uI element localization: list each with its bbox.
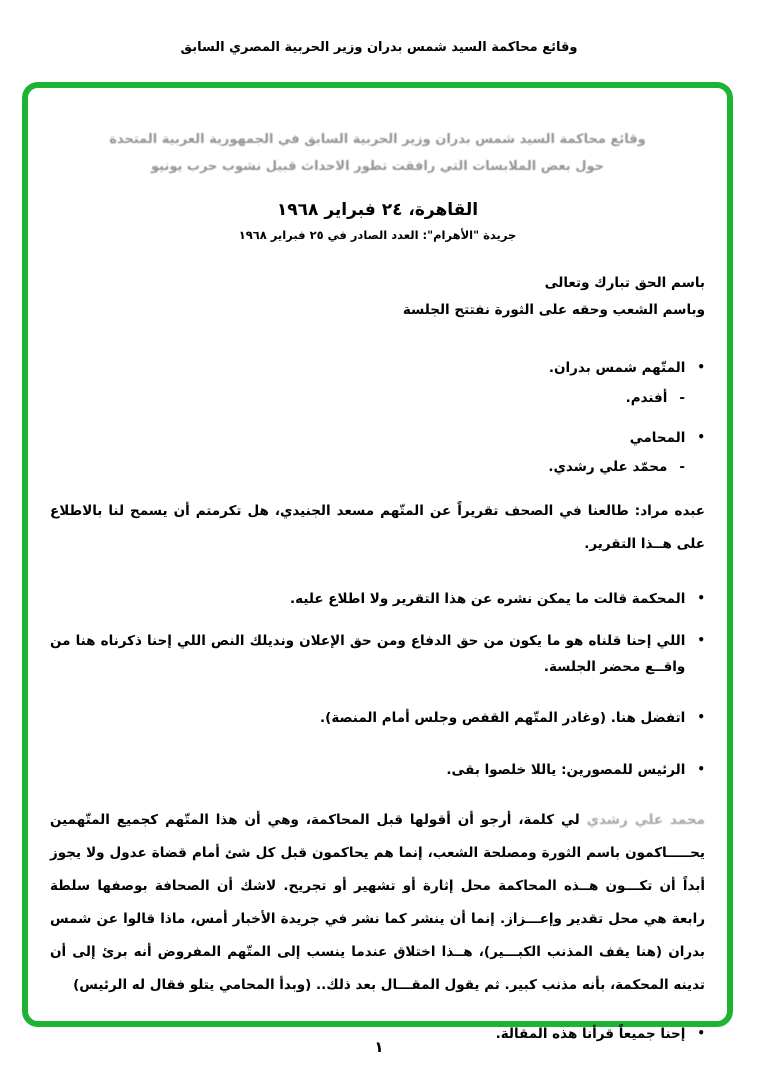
- bullet-icon: •: [697, 710, 705, 725]
- list-item-label: المتّهم شمس بدران.: [548, 360, 686, 376]
- bullet-icon: •: [697, 633, 705, 648]
- bullet-icon: •: [697, 429, 705, 444]
- lawyer-statement-text: لي كلمة، أرجو أن أقولها قبل المحاكمة، وهي أن هذا المتّهم كجميع المتّهمين يحـــــاكمون باسم الثورة ومصلحة الشعب، إنما هم يحاكمون قبل كل شئ أمام قضاة عدول ولا يجوز أبداً أن تكـــون هــذه المحاكمة محل إثارة أو تشهير أو تجريح. لاشك أن الصحافة بوصفها سلطة رابعة هي محل تقدير وإعـــزاز. إنما أن ينشر كما نشر في جريدة الأخبار أمس، ماذا قالوا عن شمس بدران (هنا يقف المذنب الكبـــير)، هــذا اختلاق عندما ينسب إلى المتّهم المفروض أنه برئ إلى أن تدينه المحكمة، بأنه مذنب كبير. ثم يقول المقـــال بعد ذلك.. (وبدأ المحامي يتلو فقال له الرئيس): [50, 811, 705, 993]
- page-title: وقائع محاكمة السيد شمس بدران وزير الحربية المصري السابق: [180, 40, 578, 55]
- faded-header-line-1: وقائع محاكمة السيد شمس بدران وزير الحربية السابق في الجمهورية العربية المتحدة: [109, 132, 646, 147]
- list-item-label: اللي إحنا قلناه هو ما يكون من حق الدفاع ومن حق الإعلان ونديلك النص اللي إحنا ذكرناه هنا من واقــع محضر الجلسة.: [50, 633, 686, 675]
- dash-icon: -: [679, 459, 685, 476]
- dateline-city-date: القاهرة، ٢٤ فبراير ١٩٦٨: [276, 200, 479, 220]
- list-item-lawyer: [50, 426, 705, 452]
- list-subitem-label: أفندم.: [625, 389, 668, 406]
- faded-speaker-name: محمد علي رشدي: [586, 811, 705, 828]
- list-item-label: المحامي: [629, 429, 686, 446]
- list-item-label: الرئيس للمصورين: ياللا خلصوا بقى.: [446, 761, 686, 778]
- bullet-icon: •: [697, 360, 705, 374]
- paragraph-abdu-murad: عبده مراد: طالعنا في الصحف تقريراً عن المتّهم مسعد الجنيدي، هل تكرمتم أن يسمح لنا بالاطلاع على هــذا التقرير.: [50, 503, 705, 553]
- dash-icon: -: [679, 389, 685, 406]
- document-frame: [22, 82, 733, 1042]
- list-item-court-statement: [50, 587, 705, 613]
- page-number: ١: [374, 1038, 384, 1056]
- list-subitem-lawyer-name: [50, 459, 705, 475]
- session-opening: [50, 270, 705, 324]
- list-item-defense-right: [50, 629, 705, 680]
- faded-header-line-2: حول بعض الملابسات التي رافقت تطور الاحداث قبيل نشوب حرب يونيو: [150, 159, 604, 174]
- dateline-source: جريدة "الأهرام": العدد الصادر في ٢٥ فبراير ١٩٦٨: [238, 228, 517, 242]
- list-item-label: إحنا جميعاً قرأنا هذه المقالة.: [495, 1025, 686, 1042]
- list-subitem-accused-reply: [50, 390, 705, 406]
- bullet-icon: •: [697, 761, 705, 776]
- list-item-accused: [50, 356, 705, 382]
- list-item-photographers: [50, 758, 705, 784]
- paragraph-lawyer-statement: [50, 804, 705, 1002]
- list-item-label: اتفضل هنا. (وغادر المتّهم القفص وجلس أمام المنصة).: [320, 710, 686, 727]
- opening-line-1: باسم الحق تبارك وتعالى: [544, 275, 705, 291]
- opening-line-2: وباسم الشعب وحقه على الثورة نفتتح الجلسة: [402, 302, 705, 318]
- list-item-label: المحكمة قالت ما يمكن نشره عن هذا التقرير ولا اطلاع عليه.: [290, 591, 686, 608]
- bullet-icon: •: [697, 591, 705, 606]
- bullet-icon: •: [697, 1025, 705, 1040]
- list-item-leave-cage: [50, 706, 705, 732]
- list-subitem-label: محمّد علي رشدي.: [548, 459, 668, 476]
